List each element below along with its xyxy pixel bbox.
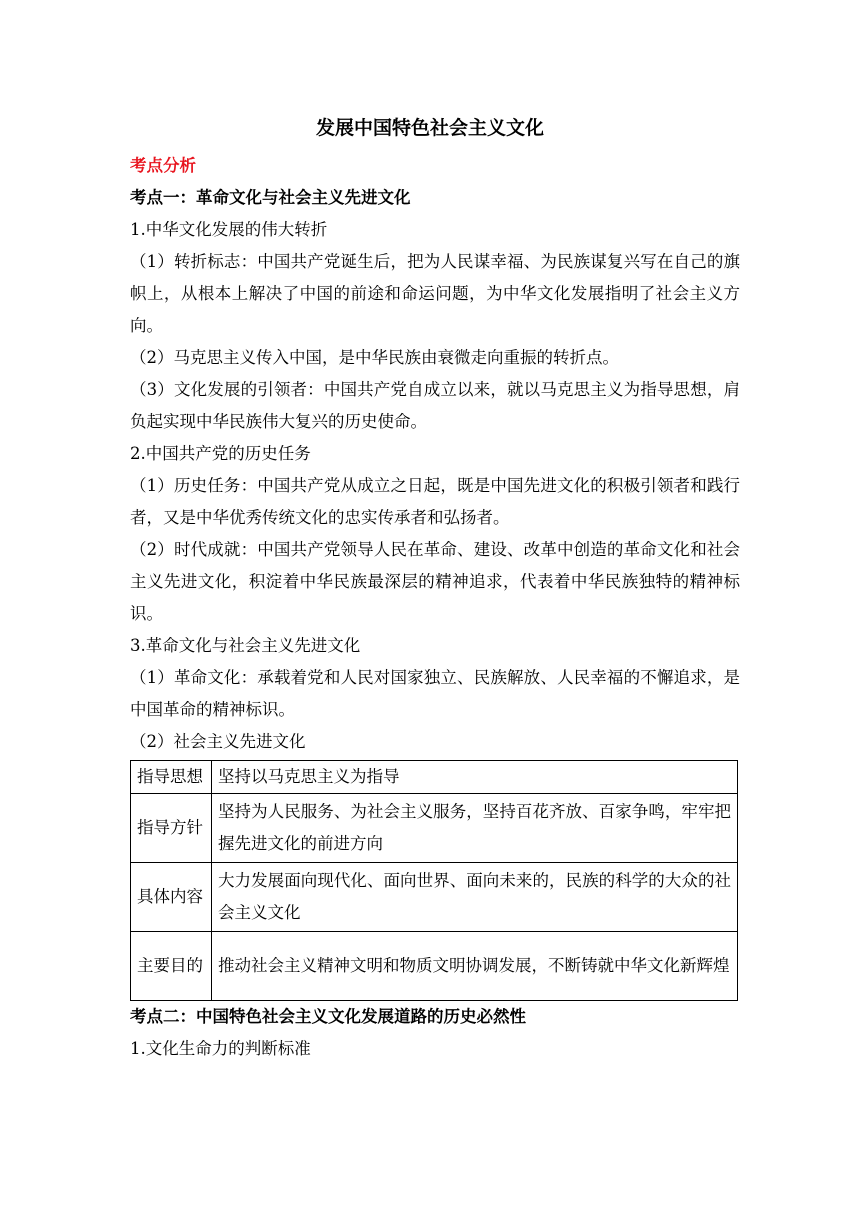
table-row xyxy=(131,932,738,1001)
table-row xyxy=(131,863,738,932)
page-title: 发展中国特色社会主义文化 xyxy=(315,117,544,139)
point1-sub1-p3: （3）文化发展的引领者：中国共产党自成立以来，就以马克思主义为指导思想，肩负起实现中华民族伟大复兴的历史使命。 xyxy=(130,380,740,431)
advanced-culture-table xyxy=(130,760,738,1001)
table-value: 坚持为人民服务、为社会主义服务，坚持百花齐放、百家争鸣，牢牢把握先进文化的前进方向 xyxy=(212,794,738,863)
table-row xyxy=(131,794,738,863)
section-label: 考点分析 xyxy=(130,156,196,175)
point1-sub2-p1: （1）历史任务：中国共产党从成立之日起，既是中国先进文化的积极引领者和践行者，又是中华优秀传统文化的忠实传承者和弘扬者。 xyxy=(130,476,740,527)
point2-heading: 考点二：中国特色社会主义文化发展道路的历史必然性 xyxy=(130,1007,526,1026)
table-row xyxy=(131,761,738,794)
table-value: 大力发展面向现代化、面向世界、面向未来的，民族的科学的大众的社会主义文化 xyxy=(212,863,738,932)
point1-sub3-p2: （2）社会主义先进文化 xyxy=(130,732,306,751)
point1-sub2-title: 2.中国共产党的历史任务 xyxy=(130,444,311,463)
table-key: 具体内容 xyxy=(131,863,212,932)
table-key: 指导思想 xyxy=(131,761,212,794)
point1-heading: 考点一：革命文化与社会主义先进文化 xyxy=(130,188,411,207)
point1-sub3-title: 3.革命文化与社会主义先进文化 xyxy=(130,636,361,655)
table-key: 指导方针 xyxy=(131,794,212,863)
table-value: 坚持以马克思主义为指导 xyxy=(212,761,738,794)
point1-sub1-p2: （2）马克思主义传入中国，是中华民族由衰微走向重振的转折点。 xyxy=(130,348,619,367)
point1-sub3-p1: （1）革命文化：承载着党和人民对国家独立、民族解放、人民幸福的不懈追求，是中国革命的精神标识。 xyxy=(130,668,740,719)
point2-sub1-title: 1.文化生命力的判断标准 xyxy=(130,1039,311,1058)
point1-sub2-p2: （2）时代成就：中国共产党领导人民在革命、建设、改革中创造的革命文化和社会主义先进文化，积淀着中华民族最深层的精神追求，代表着中华民族独特的精神标识。 xyxy=(130,540,740,623)
table-key: 主要目的 xyxy=(131,932,212,1001)
point1-sub1-title: 1.中华文化发展的伟大转折 xyxy=(130,220,328,239)
table-value: 推动社会主义精神文明和物质文明协调发展，不断铸就中华文化新辉煌 xyxy=(212,932,738,1001)
point1-sub1-p1: （1）转折标志：中国共产党诞生后，把为人民谋幸福、为民族谋复兴写在自己的旗帜上，从根本上解决了中国的前途和命运问题，为中华文化发展指明了社会主义方向。 xyxy=(130,252,740,335)
document-body xyxy=(130,150,740,1065)
